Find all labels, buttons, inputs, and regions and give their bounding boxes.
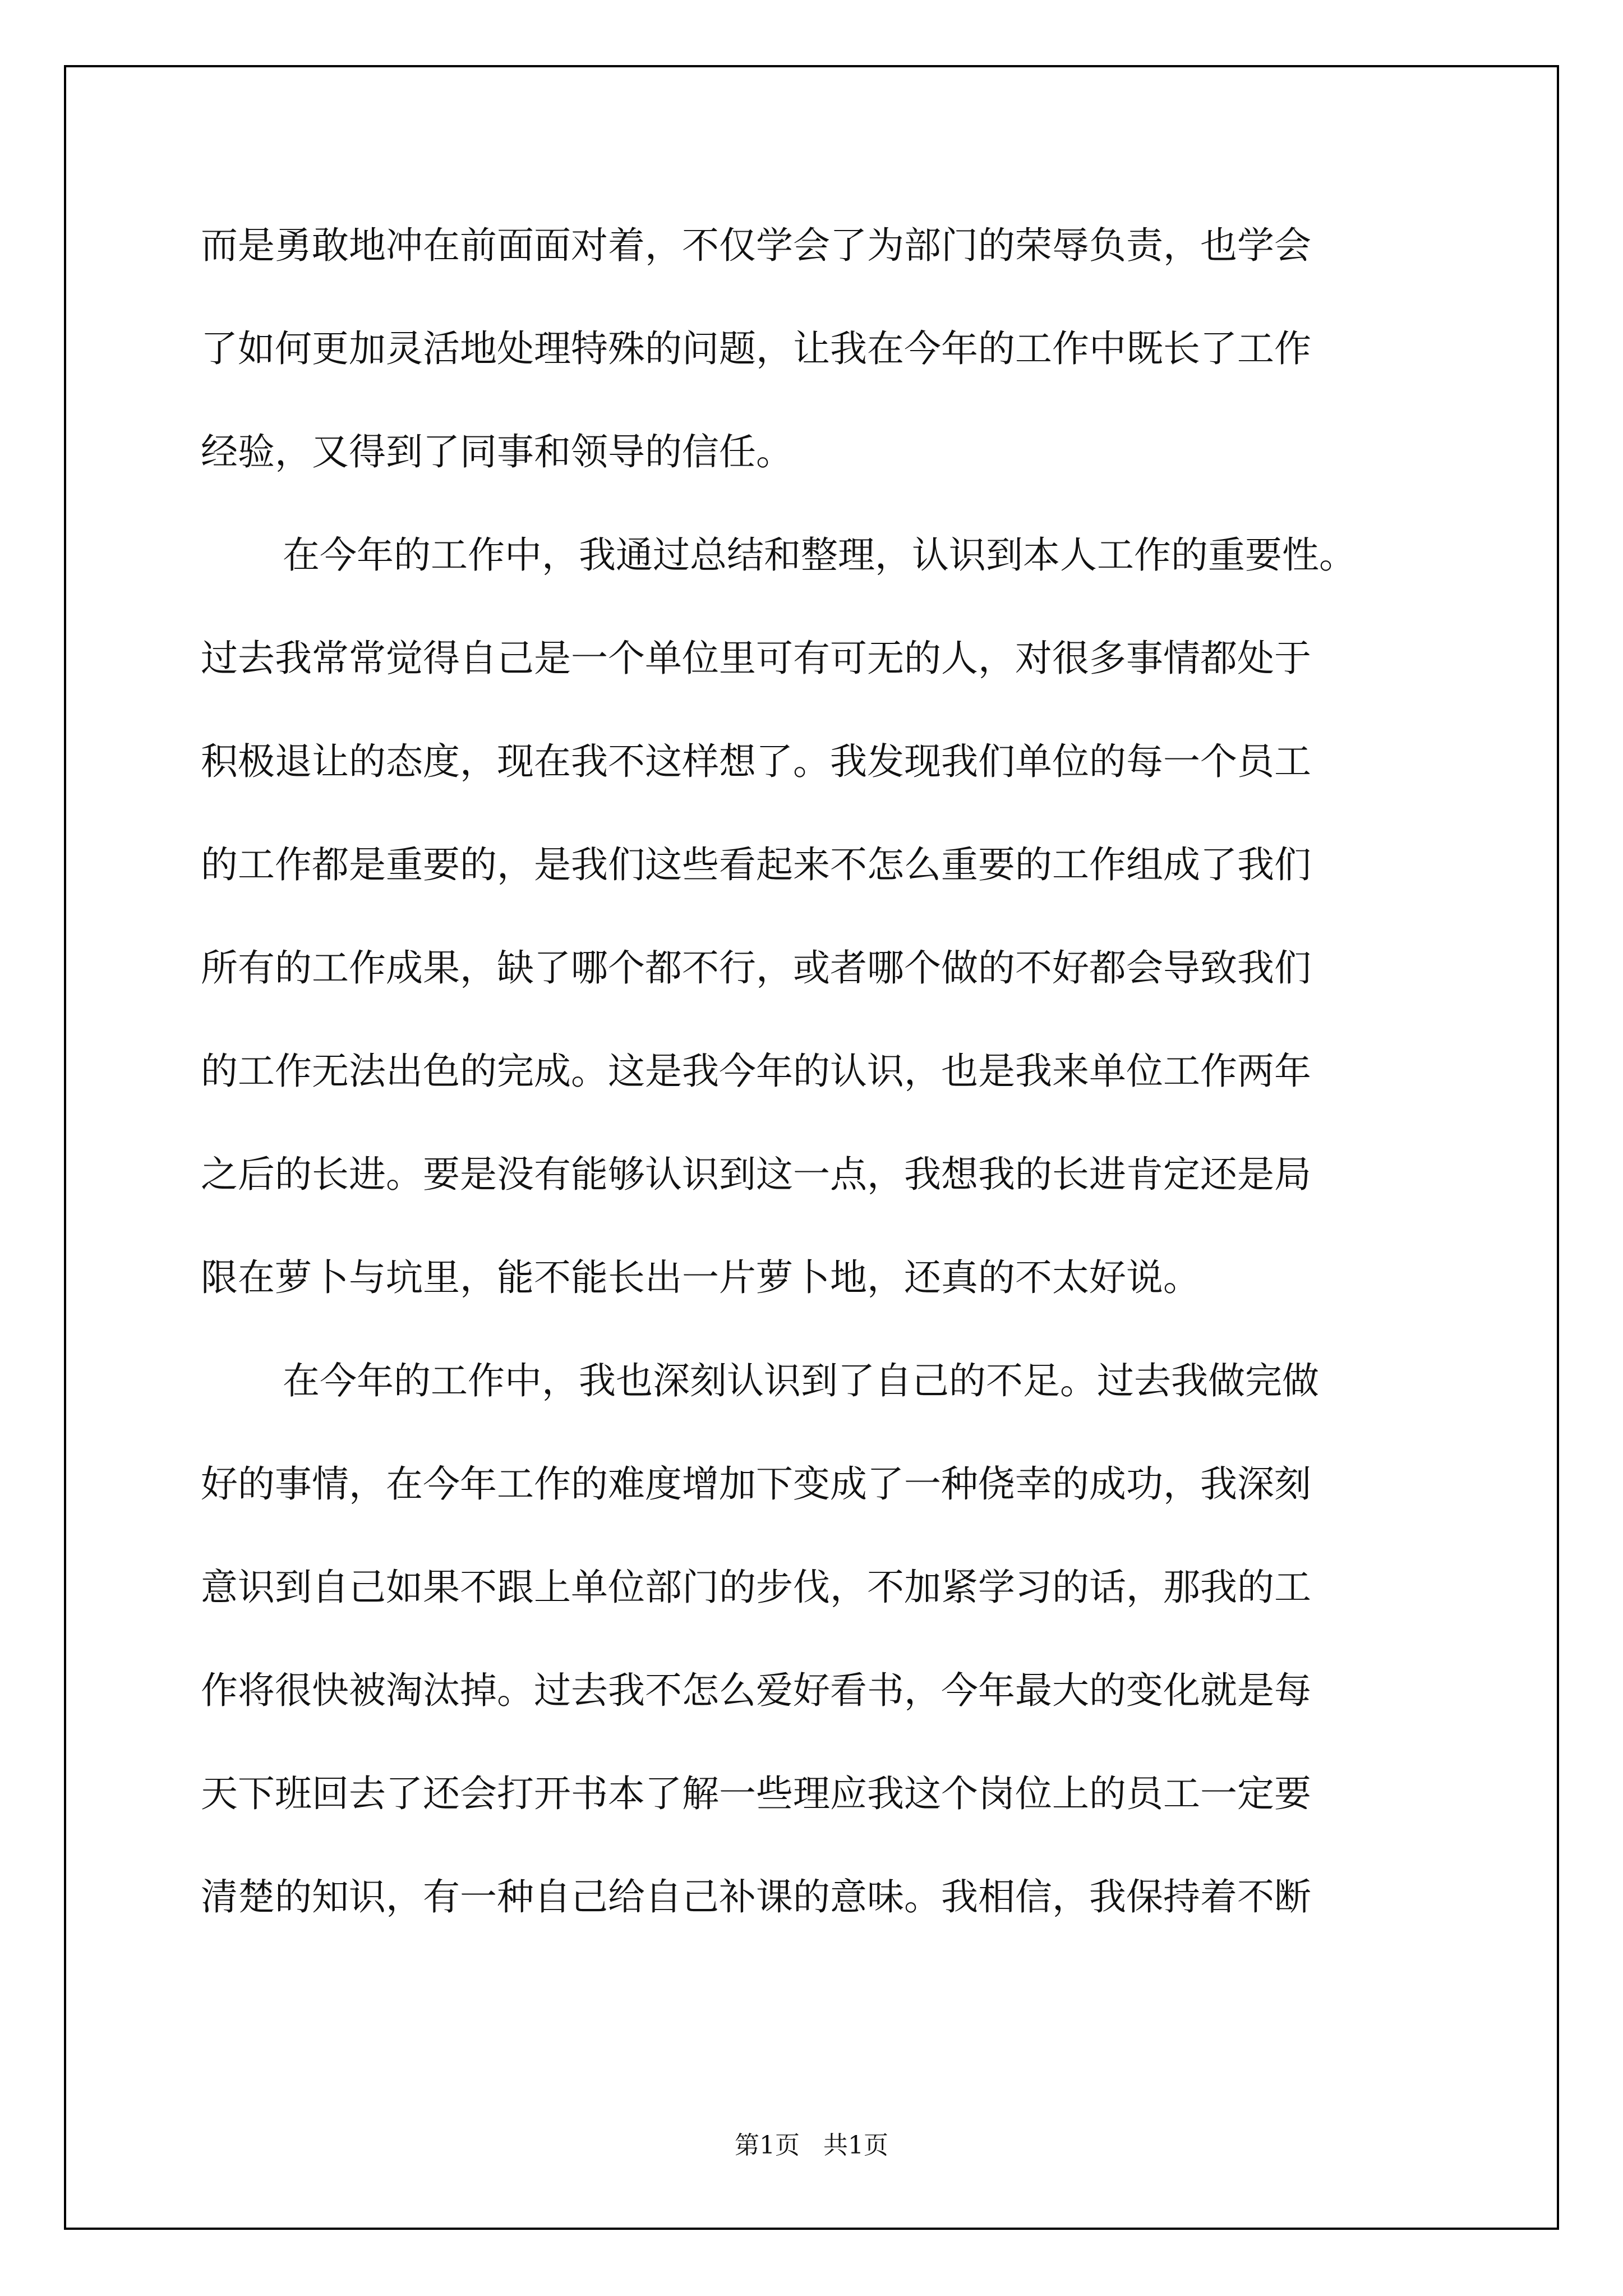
paragraph-2-line-7: 之后的长进。要是没有能够认识到这一点，我想我的长进肯定还是局: [201, 1153, 1311, 1196]
paragraph-3-line-5: 天下班回去了还会打开书本了解一些理应我这个岗位上的员工一定要: [201, 1772, 1311, 1815]
paragraph-2-line-6: 的工作无法出色的完成。这是我今年的认识，也是我来单位工作两年: [201, 1050, 1311, 1093]
paragraph-3-line-4: 作将很快被淘汰掉。过去我不怎么爱好看书，今年最大的变化就是每: [201, 1669, 1311, 1712]
paragraph-2-line-1: 在今年的工作中，我通过总结和整理，认识到本人工作的重要性。: [283, 533, 1356, 577]
paragraph-2-line-5: 所有的工作成果，缺了哪个都不行，或者哪个做的不好都会导致我们: [201, 946, 1311, 990]
paragraph-1-line-1: 而是勇敢地冲在前面面对着，不仅学会了为部门的荣辱负责，也学会: [201, 224, 1311, 267]
page-number-footer: 第1页 共1页: [735, 2131, 888, 2160]
paragraph-3-line-2: 好的事情，在今年工作的难度增加下变成了一种侥幸的成功，我深刻: [201, 1462, 1311, 1506]
paragraph-2-line-4: 的工作都是重要的，是我们这些看起来不怎么重要的工作组成了我们: [201, 843, 1311, 886]
paragraph-3-line-6: 清楚的知识，有一种自己给自己补课的意味。我相信，我保持着不断: [201, 1875, 1311, 1918]
paragraph-2-line-2: 过去我常常觉得自己是一个单位里可有可无的人，对很多事情都处于: [201, 637, 1311, 680]
paragraph-2-line-3: 积极退让的态度，现在我不这样想了。我发现我们单位的每一个员工: [201, 740, 1311, 783]
paragraph-3-line-3: 意识到自己如果不跟上单位部门的步伐，不加紧学习的话，那我的工: [201, 1566, 1311, 1609]
paragraph-1-line-3: 经验，又得到了同事和领导的信任。: [201, 430, 793, 473]
paragraph-3-line-1: 在今年的工作中，我也深刻认识到了自己的不足。过去我做完做: [283, 1359, 1319, 1402]
paragraph-1-line-2: 了如何更加灵活地处理特殊的问题，让我在今年的工作中既长了工作: [201, 327, 1311, 370]
paragraph-2-line-8: 限在萝卜与坑里，能不能长出一片萝卜地，还真的不太好说。: [201, 1256, 1200, 1299]
